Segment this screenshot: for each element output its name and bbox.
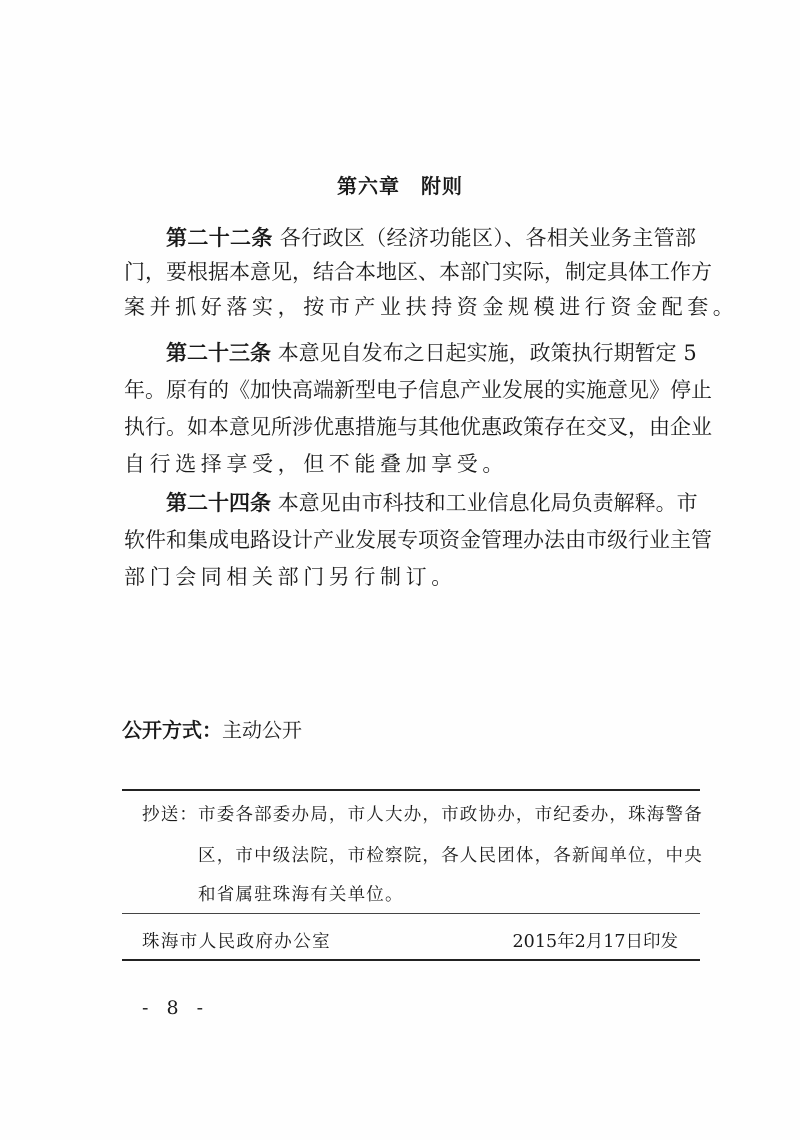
article-22-line-2: 门，要根据本意见，结合本地区、本部门实际，制定具体工作方 bbox=[124, 260, 712, 284]
article-23-line-1 bbox=[166, 340, 696, 366]
article-22-number: 第二十二条 bbox=[166, 226, 273, 250]
issue-date: 2015年2月17日印发 bbox=[512, 932, 678, 952]
disclosure-label: 公开方式： bbox=[122, 718, 222, 742]
article-23-line-2: 年。原有的《加快高端新型电子信息产业发展的实施意见》停止 bbox=[124, 378, 712, 402]
article-24-line-2: 软件和集成电路设计产业发展专项资金管理办法由市级行业主管 bbox=[124, 528, 712, 552]
chapter-heading: 第六章 附则 bbox=[337, 174, 463, 198]
article-24-number: 第二十四条 bbox=[166, 491, 271, 515]
cc-top-rule bbox=[122, 789, 700, 791]
article-23-line-3: 执行。如本意见所涉优惠措施与其他优惠政策存在交叉，由企业 bbox=[124, 415, 712, 439]
article-23-number: 第二十三条 bbox=[166, 341, 271, 365]
article-22-line-1 bbox=[166, 225, 696, 251]
article-22-text-1: 各行政区（经济功能区）、各相关业务主管部 bbox=[279, 226, 696, 250]
article-23-text-1: 本意见自发布之日起实施，政策执行期暂定 5 bbox=[277, 341, 697, 365]
article-24-line-1 bbox=[166, 490, 696, 516]
page-number: - 8 - bbox=[142, 997, 210, 1019]
disclosure-value: 主动公开 bbox=[222, 718, 302, 742]
footer-bottom-rule bbox=[122, 959, 700, 961]
cc-label: 抄送： bbox=[142, 805, 199, 825]
cc-line-1: 市委各部委办局，市人大办，市政协办，市纪委办，珠海警备 bbox=[198, 805, 703, 825]
article-23-line-4: 自行选择享受，但不能叠加享受。 bbox=[124, 452, 508, 476]
issuer: 珠海市人民政府办公室 bbox=[142, 932, 331, 952]
cc-separator-rule bbox=[122, 913, 700, 914]
article-24-line-3: 部门会同相关部门另行制订。 bbox=[124, 565, 457, 589]
cc-line-2: 区，市中级法院，市检察院，各人民团体，各新闻单位，中央 bbox=[198, 846, 703, 866]
article-22-line-3: 案并抓好落实，按市产业扶持资金规模进行资金配套。 bbox=[124, 295, 739, 319]
disclosure-method bbox=[122, 717, 302, 743]
article-24-text-1: 本意见由市科技和工业信息化局负责解释。市 bbox=[277, 491, 698, 515]
cc-line-3: 和省属驻珠海有关单位。 bbox=[198, 885, 404, 905]
